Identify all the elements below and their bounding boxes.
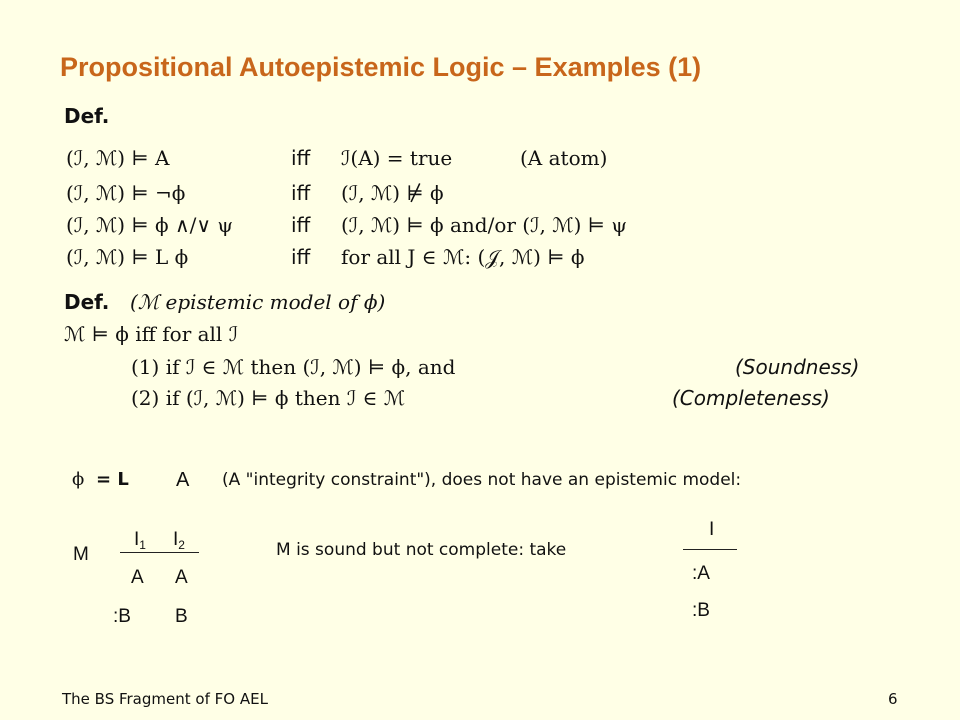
def2-cond1-tag: (Soundness) — [735, 355, 860, 379]
def1-row1-iff: iff — [291, 146, 311, 170]
interp-head: I — [709, 519, 715, 540]
model-label: M — [73, 544, 89, 565]
def2-cond2-tag: (Completeness) — [672, 386, 830, 410]
def2-heading: (ℳ epistemic model of ϕ) — [130, 290, 386, 314]
def1-row1-lhs: (ℐ, ℳ) ⊨ A — [66, 146, 170, 170]
def1-row2-iff: iff — [291, 181, 311, 205]
middle-text: M is sound but not complete: take — [276, 540, 567, 560]
def2-label: Def. — [64, 290, 110, 314]
example-text: (A "integrity constraint"), does not have an epistemic model: — [222, 470, 742, 490]
def1-row2-lhs: (ℐ, ℳ) ⊨ ¬ϕ — [66, 181, 186, 205]
slide-title: Propositional Autoepistemic Logic – Examples (1) — [60, 52, 702, 82]
def1-row3-lhs: (ℐ, ℳ) ⊨ ϕ ∧/∨ ψ — [66, 213, 234, 237]
interp-row1: :A — [692, 563, 710, 584]
model-row2-col2: B — [175, 606, 188, 627]
model-row1-col1: A — [131, 567, 144, 588]
def1-row4-iff: iff — [291, 245, 311, 269]
def2-cond1: (1) if ℐ ∈ ℳ then (ℐ, ℳ) ⊨ ϕ, and — [131, 355, 456, 379]
def1-row1-note: (A atom) — [520, 146, 608, 170]
model-col2-head: $I_2$ — [173, 529, 185, 552]
interp-row2: :B — [692, 600, 710, 621]
def1-row3-iff: iff — [291, 213, 311, 237]
model-row2-col1: :B — [113, 606, 131, 627]
model-col1-head: $I_1$ — [134, 529, 146, 552]
interp-divider — [683, 549, 737, 550]
def1-row4-rhs: for all J ∈ ℳ: (𝒥, ℳ) ⊨ ϕ — [341, 245, 585, 269]
def1-row4-lhs: (ℐ, ℳ) ⊨ L ϕ — [66, 245, 189, 269]
example-eq: = L — [96, 469, 129, 490]
example-atom: A — [176, 469, 190, 491]
def1-row1-rhs: ℐ(A) = true — [341, 146, 453, 170]
def2-cond2: (2) if (ℐ, ℳ) ⊨ ϕ then ℐ ∈ ℳ — [131, 386, 406, 410]
def1-row3-rhs: (ℐ, ℳ) ⊨ ϕ and/or (ℐ, ℳ) ⊨ ψ — [341, 213, 628, 237]
def2-line1: ℳ ⊨ ϕ iff for all ℐ — [64, 322, 239, 346]
def1-row2-rhs: (ℐ, ℳ) ⊭ ϕ — [341, 181, 444, 205]
footer-title: The BS Fragment of FO AEL — [62, 690, 268, 708]
def1-label: Def. — [64, 104, 110, 128]
model-divider — [120, 552, 199, 553]
page-number: 6 — [888, 690, 898, 708]
example-phi: ϕ — [72, 469, 85, 490]
model-row1-col2: A — [175, 567, 188, 588]
